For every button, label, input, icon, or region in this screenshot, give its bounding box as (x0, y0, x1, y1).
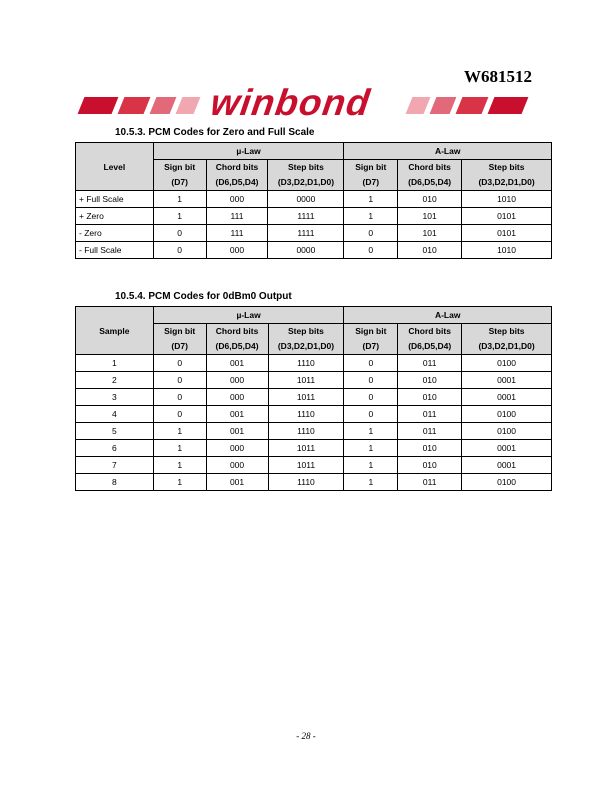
table-cell: 001 (206, 474, 268, 491)
section-title-0dbm0-output: 10.5.4. PCM Codes for 0dBm0 Output (115, 291, 292, 302)
table-cell: 0 (344, 225, 398, 242)
table-cell: 001 (206, 355, 268, 372)
table-cell: 0100 (462, 355, 552, 372)
logo-stripe (118, 97, 151, 114)
table-cell: + Full Scale (76, 191, 154, 208)
table-cell: 011 (398, 423, 462, 440)
column-header-chord: Chord bits (206, 160, 268, 176)
column-group-a-law: A-Law (344, 143, 552, 160)
table-cell: 1110 (268, 406, 344, 423)
table-cell: 0100 (462, 423, 552, 440)
logo-stripe (430, 97, 457, 114)
table-cell: 0101 (462, 225, 552, 242)
column-group-a-law: A-Law (344, 307, 552, 324)
table-cell: 0101 (462, 208, 552, 225)
table-cell: 000 (206, 191, 268, 208)
table-cell: 1 (153, 191, 206, 208)
table-cell: 1111 (268, 225, 344, 242)
table-cell: 111 (206, 225, 268, 242)
table-cell: 010 (398, 191, 462, 208)
table-cell: 011 (398, 474, 462, 491)
column-header-step: Step bits (462, 160, 552, 176)
table-cell: 1 (153, 208, 206, 225)
table-cell: 0 (344, 355, 398, 372)
table-cell: 010 (398, 457, 462, 474)
table-cell: 001 (206, 406, 268, 423)
brand-wordmark: winbond (208, 82, 373, 123)
table-cell: 000 (206, 457, 268, 474)
page-number: - 28 - (296, 731, 316, 741)
table-cell: 0001 (462, 440, 552, 457)
table-cell: 0001 (462, 389, 552, 406)
table-cell: + Zero (76, 208, 154, 225)
table-cell: 1 (344, 474, 398, 491)
table-cell: 1011 (268, 440, 344, 457)
column-header-chord-bits: (D6,D5,D4) (206, 175, 268, 191)
table-cell: 1 (344, 440, 398, 457)
table-cell: 1 (76, 355, 154, 372)
table-row (76, 440, 552, 457)
column-group-mu-law: µ-Law (153, 143, 344, 160)
table-cell: 000 (206, 242, 268, 259)
column-header-sign: Sign bit (344, 324, 398, 340)
table-cell: 7 (76, 457, 154, 474)
column-header-chord: Chord bits (398, 160, 462, 176)
column-header-sign: Sign bit (344, 160, 398, 176)
table-cell: 011 (398, 355, 462, 372)
table-row (76, 242, 552, 259)
logo-stripe (150, 97, 177, 114)
column-header-sign-bits: (D7) (153, 339, 206, 355)
pcm-zero-full-scale-table (75, 142, 552, 259)
table-row (76, 389, 552, 406)
table-cell: 0001 (462, 457, 552, 474)
table-cell: 6 (76, 440, 154, 457)
table-cell: 101 (398, 225, 462, 242)
logo-stripe (176, 97, 201, 114)
column-header-step: Step bits (462, 324, 552, 340)
table-cell: - Zero (76, 225, 154, 242)
table-cell: 0 (344, 372, 398, 389)
column-header-sample: Sample (76, 307, 154, 355)
column-header-step-bits: (D3,D2,D1,D0) (268, 339, 344, 355)
table-row (76, 423, 552, 440)
table-row (76, 474, 552, 491)
column-header-step-bits: (D3,D2,D1,D0) (462, 175, 552, 191)
table-cell: 111 (206, 208, 268, 225)
table-cell: 0 (153, 372, 206, 389)
column-header-sign-bits: (D7) (153, 175, 206, 191)
column-header-chord-bits: (D6,D5,D4) (398, 175, 462, 191)
table-cell: 1 (344, 208, 398, 225)
table-row (76, 208, 552, 225)
table-cell: 0 (344, 242, 398, 259)
table-cell: 1011 (268, 457, 344, 474)
table-cell: 0100 (462, 474, 552, 491)
table-cell: 1 (153, 457, 206, 474)
logo-stripe (456, 97, 489, 114)
table-cell: 1 (344, 423, 398, 440)
column-header-level: Level (76, 143, 154, 191)
table-cell: 011 (398, 406, 462, 423)
table-cell: 010 (398, 440, 462, 457)
section-title-zero-full-scale: 10.5.3. PCM Codes for Zero and Full Scale (115, 127, 315, 138)
column-header-step: Step bits (268, 324, 344, 340)
table-cell: 0 (344, 406, 398, 423)
table-cell: 010 (398, 389, 462, 406)
table-cell: 1 (344, 191, 398, 208)
table-row (76, 191, 552, 208)
winbond-logo (79, 82, 531, 123)
table-cell: 000 (206, 389, 268, 406)
table-cell: 001 (206, 423, 268, 440)
table-cell: 1111 (268, 208, 344, 225)
table-cell: 0 (153, 355, 206, 372)
table-cell: 2 (76, 372, 154, 389)
table-cell: 0 (344, 389, 398, 406)
table-cell: 1010 (462, 191, 552, 208)
table-row (76, 406, 552, 423)
table-cell: 8 (76, 474, 154, 491)
column-header-chord: Chord bits (398, 324, 462, 340)
table-cell: 0 (153, 225, 206, 242)
table-row (76, 355, 552, 372)
table-cell: 1110 (268, 355, 344, 372)
table-cell: 000 (206, 372, 268, 389)
table-cell: 0001 (462, 372, 552, 389)
table-cell: 5 (76, 423, 154, 440)
column-header-sign: Sign bit (153, 324, 206, 340)
table-cell: 3 (76, 389, 154, 406)
table-cell: 010 (398, 372, 462, 389)
column-header-chord: Chord bits (206, 324, 268, 340)
column-header-chord-bits: (D6,D5,D4) (206, 339, 268, 355)
logo-stripe (406, 97, 431, 114)
table-cell: 1010 (462, 242, 552, 259)
table-cell: 1011 (268, 372, 344, 389)
table-cell: 1 (344, 457, 398, 474)
table-cell: 1 (153, 440, 206, 457)
table-cell: - Full Scale (76, 242, 154, 259)
table-cell: 1011 (268, 389, 344, 406)
table-cell: 1110 (268, 423, 344, 440)
part-number: W681512 (464, 67, 532, 86)
table-cell: 0100 (462, 406, 552, 423)
table-cell: 1 (153, 423, 206, 440)
column-header-step: Step bits (268, 160, 344, 176)
column-group-mu-law: µ-Law (153, 307, 344, 324)
table-row (76, 457, 552, 474)
table-cell: 010 (398, 242, 462, 259)
logo-stripe (78, 97, 119, 114)
column-header-step-bits: (D3,D2,D1,D0) (462, 339, 552, 355)
table-cell: 000 (206, 440, 268, 457)
table-cell: 0 (153, 242, 206, 259)
column-header-sign: Sign bit (153, 160, 206, 176)
table-cell: 0 (153, 406, 206, 423)
table-cell: 0 (153, 389, 206, 406)
table-row (76, 372, 552, 389)
table-cell: 1110 (268, 474, 344, 491)
logo-stripe (488, 97, 529, 114)
column-header-chord-bits: (D6,D5,D4) (398, 339, 462, 355)
column-header-step-bits: (D3,D2,D1,D0) (268, 175, 344, 191)
column-header-sign-bits: (D7) (344, 339, 398, 355)
table-row (76, 225, 552, 242)
table-cell: 1 (153, 474, 206, 491)
table-cell: 4 (76, 406, 154, 423)
table-cell: 0000 (268, 242, 344, 259)
column-header-sign-bits: (D7) (344, 175, 398, 191)
table-cell: 101 (398, 208, 462, 225)
table-cell: 0000 (268, 191, 344, 208)
pcm-0dbm0-output-table (75, 306, 552, 491)
